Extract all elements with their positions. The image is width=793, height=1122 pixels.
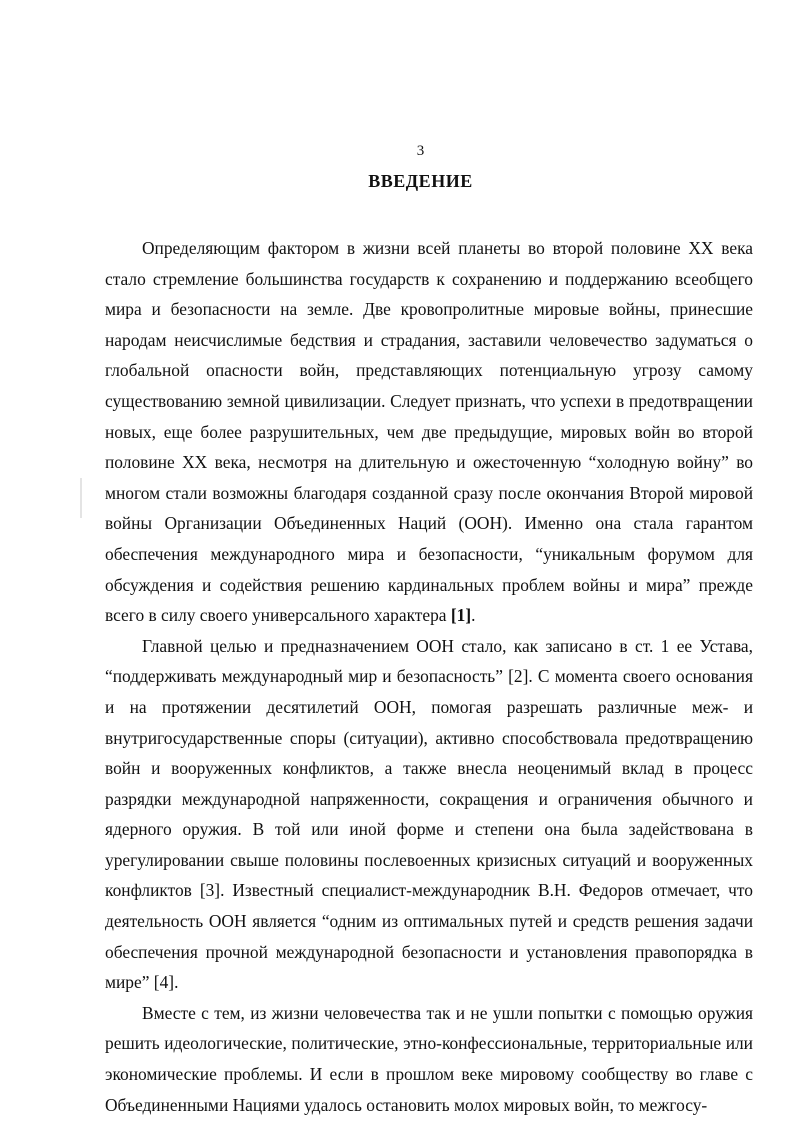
scan-edge-mark bbox=[80, 478, 82, 518]
paragraph-1-text: Определяющим фактором в жизни всей планеты во второй половине XX века стало стремление большинства государств к сохранению и поддержанию всеобщего мира и безопасности на земле. Две кровопролитные мировые войны, принесшие народам неисчислимые бедствия и страдания, заставили человечество задуматься о глобальной опасности войн, представляющих потенциальную угрозу самому существованию земной цивилизации. Следует признать, что успехи в предотвращении новых, еще более разрушительных, чем две предыдущие, мировых войн во второй половине XX века, несмотря на длительную и ожесточенную “холодную войну” во многом стали возможны благодаря созданной сразу после окончания Второй мировой войны Организации Объединенных Наций (ООН). Именно она стала гарантом обеспечения международного мира и безопасности, “уникальным форумом для обсуждения и содействия решению кардинальных проблем войны и мира” прежде всего в силу своего универсального характера bbox=[105, 238, 753, 626]
paragraph-1 bbox=[105, 233, 753, 631]
paragraph-2: Главной целью и предназначением ООН стало, как записано в ст. 1 ее Устава, “поддерживать международный мир и безопасность” [2]. С момента своего основания и на протяжении десятилетий ООН, помогая разрешать различные меж- и внутригосударственные споры (ситуации), активно способствовала предотвращению войн и вооруженных конфликтов, а также внесла неоценимый вклад в процесс разрядки международной напряженности, сокращения и ограничения обычного и ядерного оружия. В той или иной форме и степени она была задействована в урегулировании свыше половины послевоенных кризисных ситуаций и вооруженных конфликтов [3]. Известный специалист-международник В.Н. Федоров отмечает, что деятельность ООН является “одним из оптимальных путей и средств решения задачи обеспечения прочной международной безопасности и установления правопорядка в мире” [4]. bbox=[105, 635, 753, 993]
reference-1: [1] bbox=[450, 605, 472, 626]
page-number: 3 bbox=[416, 143, 425, 159]
paragraph-3: Вместе с тем, из жизни человечества так и не ушли попытки с помощью оружия решить идеологические, политические, этно-конфессиональные, территориальные или экономические проблемы. И если в прошлом веке мировому сообществу во главе с Объединенными Нациями удалось остановить молох мировых войн, то межгосу- bbox=[105, 1002, 753, 1115]
page-title: ВВЕДЕНИЕ bbox=[368, 171, 473, 191]
body-text bbox=[105, 233, 753, 1120]
paragraph-1-end: . bbox=[471, 605, 476, 626]
